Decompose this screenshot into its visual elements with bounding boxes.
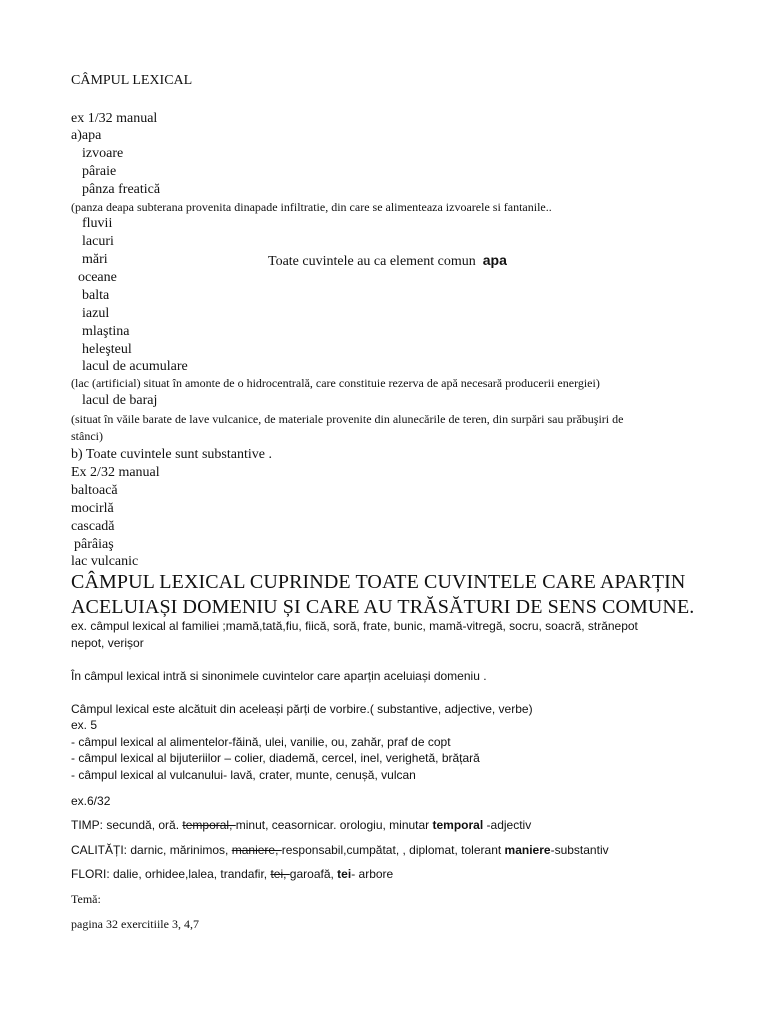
ex6-calitati-line: CALITĂȚI: darnic, mărinimos, maniere, responsabil,cumpătat, , diplomat, tolerant maniere-substantiv [71,843,609,857]
word-panza-freatica: pânza freatică [82,182,161,197]
ex5-heading: ex. 5 [71,718,98,732]
ex1-a-label: a)apa [71,128,102,143]
common-element-word: apa [482,252,507,268]
word-paraias: pârâiaş [74,537,114,552]
page-title: CÂMPUL LEXICAL [71,73,193,88]
definition-line2: ACELUIAȘI DOMENIU ȘI CARE AU TRĂSĂTURI DE SENS COMUNE. [71,596,695,618]
intruder-word-struck: maniere, [231,843,282,857]
word-izvoare: izvoare [82,146,124,161]
word-lac-vulcanic: lac vulcanic [71,554,139,569]
family-example-line1: ex. câmpul lexical al familiei ;mamă,tată,fiu, fiică, soră, frate, bunic, mamă-vitregă, socru, soacră, strănepot [71,619,638,633]
intruder-word: maniere [504,843,551,857]
ex5-item-jewelry: - câmpul lexical al bijuteriilor – colier, diademă, cercel, inel, verighetă, brățară [71,751,480,765]
word-fluvii: fluvii [82,216,113,231]
word-baltoaca: baltoacă [71,483,118,498]
b-line: b) Toate cuvintele sunt substantive . [71,447,272,462]
word-mocirla: mocirlă [71,501,114,516]
word-iazul: iazul [82,306,110,321]
homework-heading: Temă: [71,892,101,906]
ex5-item-food: - câmpul lexical al alimentelor-făină, ulei, vanilie, ou, zahăr, praf de copt [71,735,451,749]
note-baraj-line1: (situat în văile barate de lave vulcanice, de materiale provenite din alunecările de teren, din surpări sau prăbuşiri de [71,412,624,426]
note-baraj-line2: stânci) [71,429,103,443]
word-mari: mări [82,252,108,267]
note-acumulare: (lac (artificial) situat în amonte de o hidrocentrală, care constituie rezerva de apă necesară producerii energiei) [71,376,600,390]
ex2-heading: Ex 2/32 manual [71,465,160,480]
intruder-word-struck: tei, [270,867,290,881]
synonyms-note: În câmpul lexical intră si sinonimele cuvintelor care aparțin aceluiași domeniu . [71,669,487,683]
word-helesteul: heleşteul [82,342,132,357]
word-oceane: oceane [78,270,117,285]
common-element-note: Toate cuvintele au ca element comun apa [268,252,507,269]
ex5-item-volcano: - câmpul lexical al vulcanului- lavă, crater, munte, cenușă, vulcan [71,768,416,782]
parts-of-speech-note: Câmpul lexical este alcătuit din aceleași părți de vorbire.( substantive, adjective, verbe) [71,702,533,716]
family-example-line2: nepot, verișor [71,636,144,650]
word-lacul-de-baraj: lacul de baraj [82,393,158,408]
homework-detail: pagina 32 exercitiile 3, 4,7 [71,917,199,931]
intruder-word: temporal [432,818,484,832]
definition-line1: CÂMPUL LEXICAL CUPRINDE TOATE CUVINTELE CARE APARȚIN [71,571,686,593]
ex6-heading: ex.6/32 [71,794,111,808]
word-paraie: pâraie [82,164,117,179]
note-panza-freatica: (panza deapa subterana provenita dinapade infiltratie, din care se alimenteaza izvoarele si fantanile.. [71,200,552,214]
ex6-timp-line: TIMP: secundă, oră. temporal, minut, ceasornicar. orologiu, minutar temporal -adjectiv [71,818,532,832]
ex6-flori-line: FLORI: dalie, orhidee,lalea, trandafir, tei, garoafă, tei- arbore [71,867,394,881]
word-lacuri: lacuri [82,234,114,249]
word-balta: balta [82,288,110,303]
word-mlastina: mlaştina [82,324,130,339]
intruder-word-struck: temporal, [182,818,236,832]
intruder-word: tei [337,867,352,881]
word-lacul-de-acumulare: lacul de acumulare [82,359,188,374]
ex1-heading: ex 1/32 manual [71,111,158,126]
word-cascada: cascadă [71,519,115,534]
